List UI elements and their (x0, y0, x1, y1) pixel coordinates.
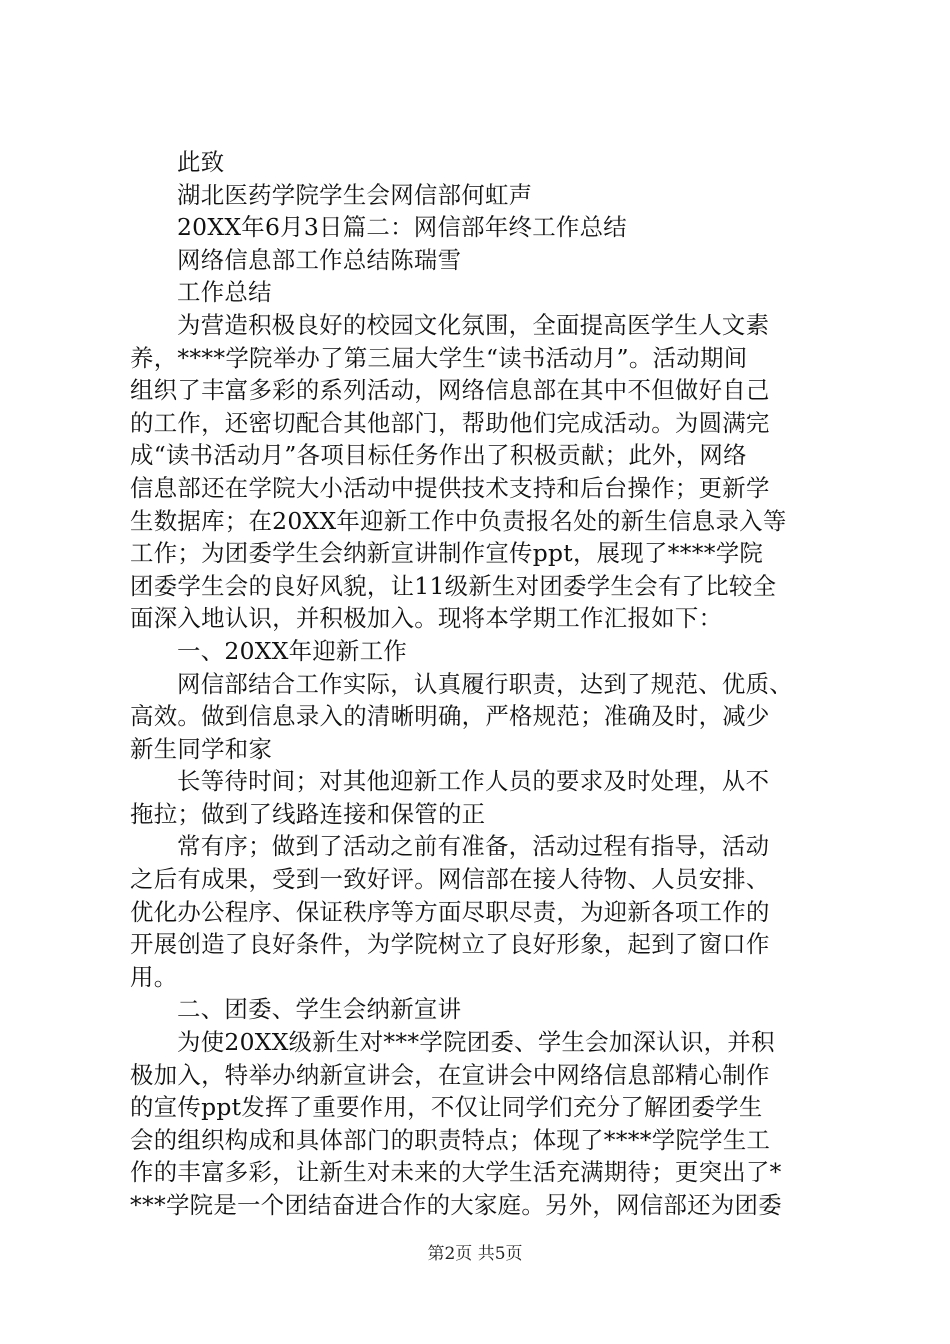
paragraph-line: 高效。做到信息录入的清晰明确，严格规范；准确及时，减少 (130, 702, 770, 731)
paragraph-line: 为使20XX级新生对***学院团委、学生会加深认识，并积 (177, 1028, 775, 1057)
paragraph-line: 拖拉；做到了线路连接和保管的正 (130, 799, 486, 828)
paragraph-line: 生数据库；在20XX年迎新工作中负责报名处的新生信息录入等 (130, 506, 787, 535)
paragraph-line: 作的丰富多彩，让新生对未来的大学生活充满期待；更突出了* (130, 1158, 782, 1187)
section-title: 网络信息部工作总结陈瑞雪 (177, 245, 462, 274)
paragraph-line: 团委学生会的良好风貌，让11级新生对团委学生会有了比较全 (130, 571, 777, 600)
paragraph-line: 会的组织构成和具体部门的职责特点；体现了****学院学生工 (130, 1125, 771, 1154)
paragraph-line: 组织了丰富多彩的系列活动，网络信息部在其中不但做好自己 (130, 376, 770, 405)
paragraph-line: 的宣传ppt发挥了重要作用，不仅让同学们充分了解团委学生 (130, 1093, 763, 1122)
paragraph-line: 新生同学和家 (130, 734, 273, 763)
page-footer: 第2页 共5页 (427, 1244, 523, 1264)
document-body (130, 146, 830, 1222)
paragraph-line: 用。 (130, 962, 178, 991)
paragraph-line: 成“读书活动月”各项目标任务作出了积极贡献；此外，网络 (130, 441, 747, 470)
paragraph-line: 的工作，还密切配合其他部门，帮助他们完成活动。为圆满完 (130, 408, 770, 437)
signature-line: 湖北医药学院学生会网信部何虹声 (177, 180, 533, 209)
paragraph-line: 开展创造了良好条件，为学院树立了良好形象，起到了窗口作 (130, 930, 770, 959)
paragraph-line: 信息部还在学院大小活动中提供技术支持和后台操作；更新学 (130, 473, 770, 502)
paragraph-line: 养，****学院举办了第三届大学生“读书活动月”。活动期间 (130, 343, 748, 372)
paragraph-line: 网信部结合工作实际，认真履行职责，达到了规范、优质、 (177, 669, 793, 698)
paragraph-line: 常有序；做到了活动之前有准备，活动过程有指导，活动 (177, 832, 770, 861)
paragraph-line: 优化办公程序、保证秩序等方面尽职尽责，为迎新各项工作的 (130, 897, 770, 926)
paragraph-line: 工作；为团委学生会纳新宣讲制作宣传ppt，展现了****学院 (130, 539, 764, 568)
closing-salutation: 此致 (177, 148, 225, 176)
paragraph-line: 之后有成果，受到一致好评。网信部在接人待物、人员安排、 (130, 865, 770, 894)
paragraph-line: ***学院是一个团结奋进合作的大家庭。另外，网信部还为团委 (130, 1191, 782, 1219)
section-subtitle: 工作总结 (177, 278, 272, 307)
paragraph-line: 极加入，特举办纳新宣讲会，在宣讲会中网络信息部精心制作 (130, 1060, 770, 1089)
date-line: 20XX年6月3日篇二：网信部年终工作总结 (177, 213, 627, 242)
heading-two: 二、团委、学生会纳新宣讲 (177, 995, 462, 1024)
paragraph-line: 长等待时间；对其他迎新工作人员的要求及时处理，从不 (177, 767, 770, 796)
paragraph-line: 面深入地认识，并积极加入。现将本学期工作汇报如下： (130, 604, 723, 633)
heading-one: 一、20XX年迎新工作 (177, 636, 408, 665)
paragraph-line: 为营造积极良好的校园文化氛围，全面提高医学生人文素 (177, 310, 770, 339)
